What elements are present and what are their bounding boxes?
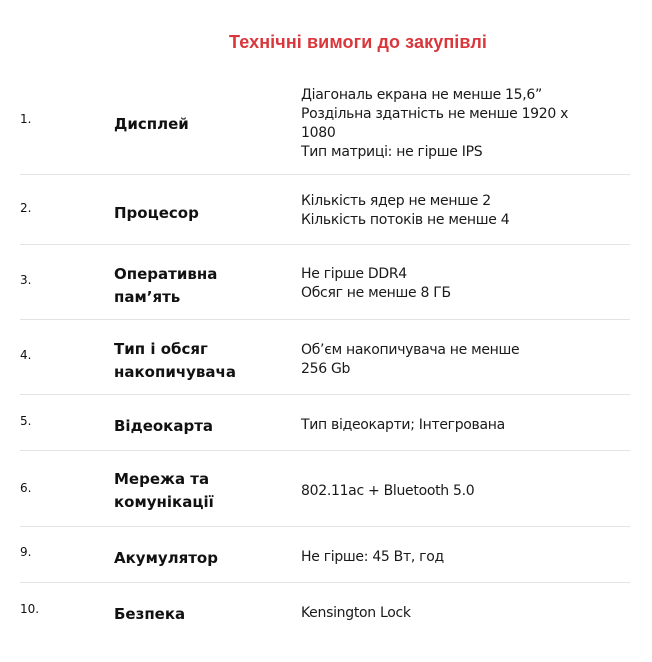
row-name — [114, 263, 274, 309]
spec-line: Роздільна здатність не менше 1920 х — [301, 106, 569, 122]
spec-line: Кількість ядер не менше 2 — [301, 193, 491, 209]
row-number: 3. — [20, 273, 32, 287]
row-spec — [301, 482, 611, 501]
page-title: Технічні вимоги до закупівлі — [229, 32, 487, 52]
spec-line: Кількість потоків не менше 4 — [301, 212, 510, 228]
row-spec — [301, 416, 611, 435]
row-spec — [301, 604, 611, 623]
row-number: 9. — [20, 545, 32, 559]
row-name: Відеокарта — [114, 417, 214, 435]
row-name: Акумулятор — [114, 549, 218, 567]
name-line: Тип і обсяг — [114, 340, 208, 358]
spec-line: Не гірше: 45 Вт, год — [301, 549, 444, 565]
name-line: пам’ять — [114, 288, 181, 306]
spec-line: Тип матриці: не гірше IPS — [301, 144, 483, 160]
requirements-table — [20, 80, 630, 643]
row-spec — [301, 192, 611, 230]
spec-line: Діагональ екрана не менше 15,6” — [301, 87, 542, 103]
table-row — [20, 175, 630, 245]
spec-line: Об’єм накопичувача не менше — [301, 342, 520, 358]
row-number: 6. — [20, 481, 32, 495]
row-number: 2. — [20, 201, 32, 215]
spec-line: 1080 — [301, 125, 336, 141]
row-spec — [301, 341, 611, 379]
row-name: Дисплей — [114, 115, 189, 133]
name-line: Оперативна — [114, 265, 218, 283]
row-spec — [301, 548, 611, 567]
spec-line: Обсяг не менше 8 ГБ — [301, 285, 451, 301]
spec-line: 256 Gb — [301, 361, 351, 377]
table-row — [20, 451, 630, 527]
row-number: 4. — [20, 348, 32, 362]
table-row — [20, 320, 630, 395]
table-row — [20, 80, 630, 175]
name-line: комунікації — [114, 493, 214, 511]
spec-line: Тип відеокарти; Інтегрована — [301, 417, 505, 433]
table-row — [20, 245, 630, 320]
table-row — [20, 527, 630, 583]
row-number: 5. — [20, 414, 32, 428]
name-line: Мережа та — [114, 470, 210, 488]
spec-line: 802.11ac + Bluetooth 5.0 — [301, 483, 475, 499]
row-number: 10. — [20, 602, 40, 616]
row-name — [114, 338, 274, 384]
table-row — [20, 395, 630, 451]
row-name: Процесор — [114, 204, 199, 222]
spec-line: Kensington Lock — [301, 605, 411, 621]
table-row — [20, 583, 630, 643]
spec-line: Не гірше DDR4 — [301, 266, 407, 282]
row-spec — [301, 265, 611, 303]
row-name — [114, 468, 274, 514]
name-line: накопичувача — [114, 363, 236, 381]
row-name: Безпека — [114, 605, 186, 623]
row-spec — [301, 86, 611, 162]
row-number: 1. — [20, 112, 32, 126]
